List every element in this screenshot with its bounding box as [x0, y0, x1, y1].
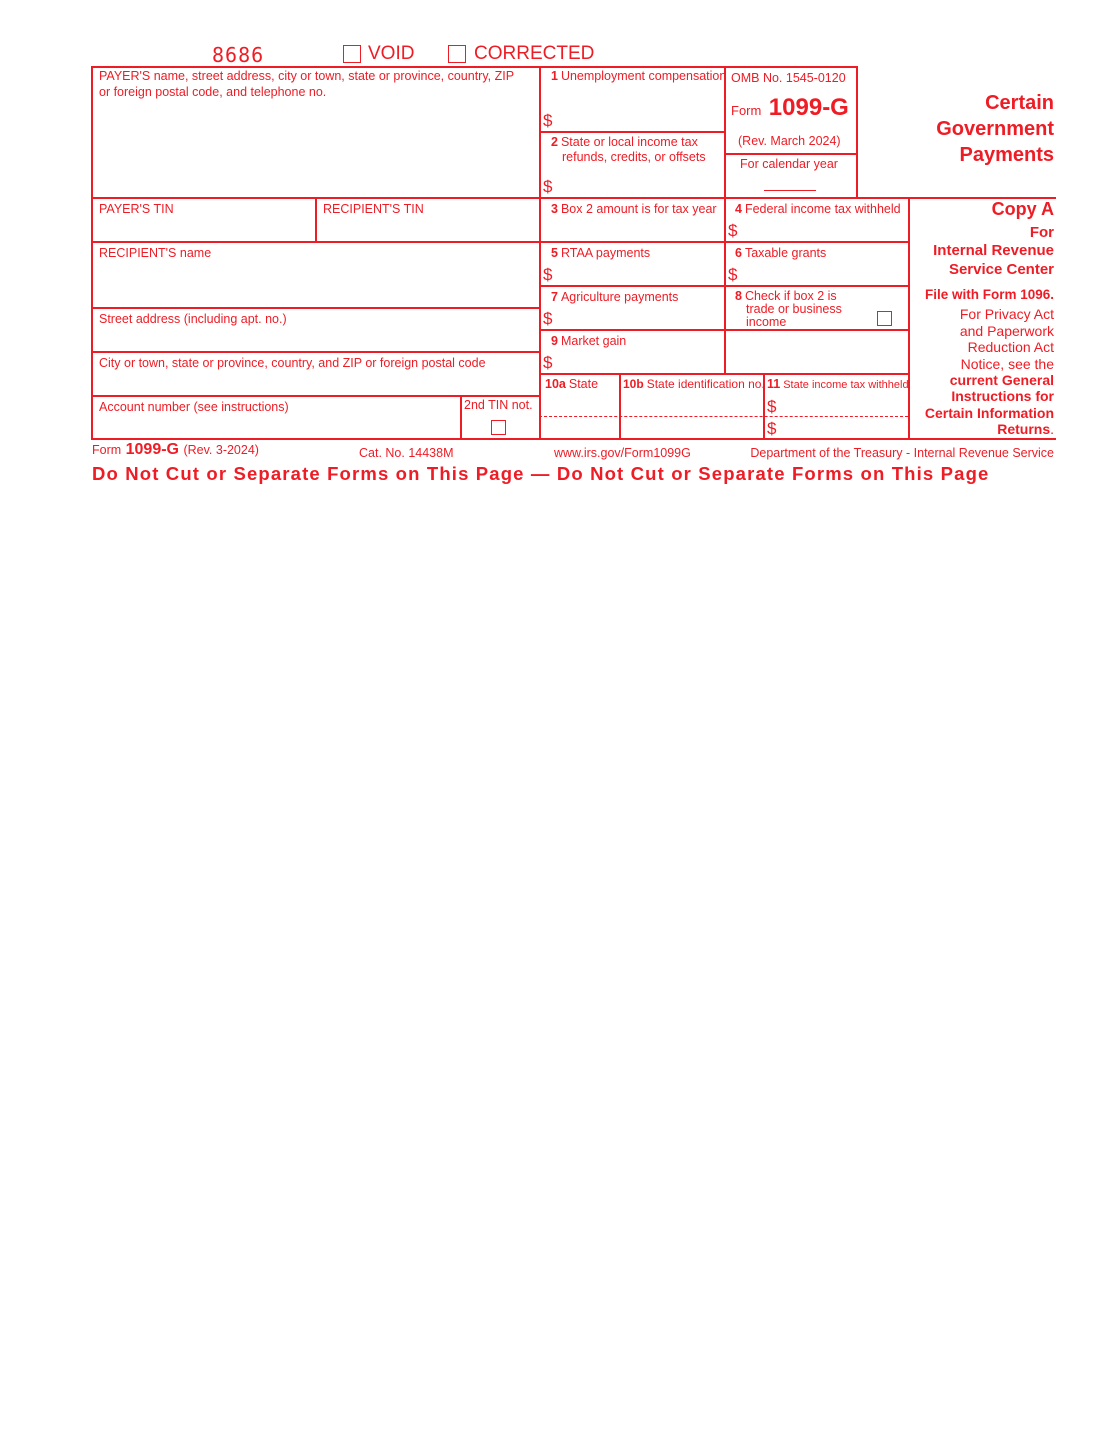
box8-label-2: trade or business	[746, 302, 842, 316]
box6-label: 6 Taxable grants	[735, 246, 827, 260]
footer-form-word: Form	[92, 443, 122, 457]
city-field[interactable]	[93, 353, 539, 395]
side-for: For	[1029, 224, 1054, 241]
box2-refunds-field[interactable]	[541, 133, 724, 197]
box7-label: 7 Agriculture payments	[551, 290, 679, 304]
box4-label: 4 Federal income tax withheld	[735, 202, 901, 216]
box2-label-2: refunds, credits, or offsets	[562, 150, 706, 164]
box6-dollar: $	[728, 265, 738, 284]
box8-trade-business-field	[726, 287, 908, 329]
payer-info-label-1: PAYER'S name, street address, city or town, state or province, country, ZIP	[99, 69, 515, 83]
second-tin-checkbox[interactable]	[491, 420, 506, 435]
box7-dollar: $	[543, 309, 553, 328]
box2-dollar: $	[543, 177, 553, 196]
title-line3: Payments	[959, 144, 1054, 166]
calendar-year-blank	[764, 190, 816, 191]
box8-checkbox[interactable]	[877, 311, 892, 326]
city-label: City or town, state or province, country, and ZIP or foreign postal code	[99, 356, 486, 370]
side-instr-3: Certain Information	[924, 405, 1054, 421]
payer-tin-field[interactable]	[93, 199, 315, 241]
payer-info-label-2: or foreign postal code, and telephone no.	[99, 85, 327, 99]
side-instr-1: current General	[949, 372, 1054, 388]
footer-form-number: 1099-G	[125, 441, 179, 458]
form-number-title: 1099-G	[768, 94, 849, 121]
copy-a-label: Copy A	[991, 199, 1054, 219]
box11-state-tax-field[interactable]	[765, 375, 908, 438]
void-label: VOID	[368, 43, 415, 64]
box4-federal-withheld-field[interactable]	[726, 199, 908, 241]
corrected-label: CORRECTED	[474, 43, 595, 64]
side-privacy-1: For Privacy Act	[959, 306, 1054, 322]
box10a-state-field[interactable]	[541, 375, 619, 438]
box5-dollar: $	[543, 265, 553, 284]
footer-rev: (Rev. 3-2024)	[183, 443, 259, 457]
box9-market-gain-field[interactable]	[541, 331, 724, 373]
calendar-year-field[interactable]	[726, 155, 856, 197]
box5-label: 5 RTAA payments	[551, 246, 651, 260]
side-instr-2: Instructions for	[951, 388, 1054, 404]
footer-form-id	[92, 441, 259, 459]
form-number-line	[731, 94, 849, 122]
side-instr-4: Returns	[997, 421, 1051, 437]
box8-label-1: 8 Check if box 2 is	[735, 289, 837, 303]
account-number-field[interactable]	[93, 397, 460, 438]
account-number-label: Account number (see instructions)	[99, 400, 289, 414]
calendar-year-label: For calendar year	[740, 157, 838, 171]
side-privacy-2: and Paperwork	[959, 323, 1054, 339]
title-line1: Certain	[985, 92, 1054, 114]
omb-block	[726, 68, 856, 153]
rev-date: (Rev. March 2024)	[738, 134, 841, 148]
box11-label: 11 State income tax withheld	[767, 377, 909, 391]
box9-label: 9 Market gain	[551, 334, 627, 348]
footer-url: www.irs.gov/Form1099G	[554, 446, 691, 460]
second-tin-field	[462, 397, 539, 438]
street-address-label: Street address (including apt. no.)	[99, 312, 287, 326]
box10b-state-id-field[interactable]	[621, 375, 763, 438]
void-checkbox[interactable]	[343, 45, 361, 63]
box1-dollar: $	[543, 111, 553, 130]
footer-dept: Department of the Treasury - Internal Revenue Service	[750, 446, 1054, 460]
recipient-tin-field[interactable]	[317, 199, 539, 241]
box9-dollar: $	[543, 353, 553, 372]
side-file-with: File with Form 1096.	[924, 287, 1054, 302]
footer-cat-no: Cat. No. 14438M	[359, 446, 454, 460]
box6-taxable-grants-field[interactable]	[726, 243, 908, 285]
side-irs-2: Service Center	[948, 261, 1054, 278]
payer-info-field[interactable]	[93, 68, 539, 197]
side-privacy-3: Reduction Act	[967, 339, 1054, 355]
blank-box-right	[726, 331, 908, 373]
recipient-name-label: RECIPIENT'S name	[99, 246, 212, 260]
side-instr-4-line	[997, 421, 1054, 437]
box8-label-3: income	[746, 315, 787, 329]
box11-dollar-2: $	[767, 419, 777, 438]
box10a-label: 10a State	[545, 377, 599, 391]
recipient-name-field[interactable]	[93, 243, 539, 307]
box7-agriculture-field[interactable]	[541, 287, 724, 329]
form-code: 8686	[212, 43, 265, 67]
recipient-tin-label: RECIPIENT'S TIN	[323, 202, 424, 216]
box4-dollar: $	[728, 221, 738, 240]
box5-rtaa-field[interactable]	[541, 243, 724, 285]
second-tin-label: 2nd TIN not.	[464, 398, 533, 412]
payer-tin-label: PAYER'S TIN	[99, 202, 174, 216]
box10b-label: 10b State identification no.	[623, 377, 765, 391]
street-address-field[interactable]	[93, 309, 539, 351]
do-not-cut-banner: Do Not Cut or Separate Forms on This Page — Do Not Cut or Separate Forms on This Page	[92, 463, 990, 484]
side-irs-1: Internal Revenue	[933, 242, 1054, 259]
omb-number: OMB No. 1545-0120	[731, 71, 846, 85]
side-privacy-4: Notice, see the	[960, 356, 1054, 372]
box1-unemployment-field[interactable]	[541, 68, 727, 131]
corrected-checkbox[interactable]	[448, 45, 466, 63]
side-instr-4-period: .	[1050, 421, 1054, 437]
box2-label-1: 2 State or local income tax	[551, 135, 698, 149]
form-word: Form	[731, 103, 762, 118]
box11-dollar-1: $	[767, 397, 777, 416]
box3-label: 3 Box 2 amount is for tax year	[551, 202, 717, 216]
box3-tax-year-field[interactable]	[541, 199, 724, 241]
title-line2: Government	[936, 118, 1054, 140]
box1-label: 1 Unemployment compensation	[551, 69, 727, 83]
